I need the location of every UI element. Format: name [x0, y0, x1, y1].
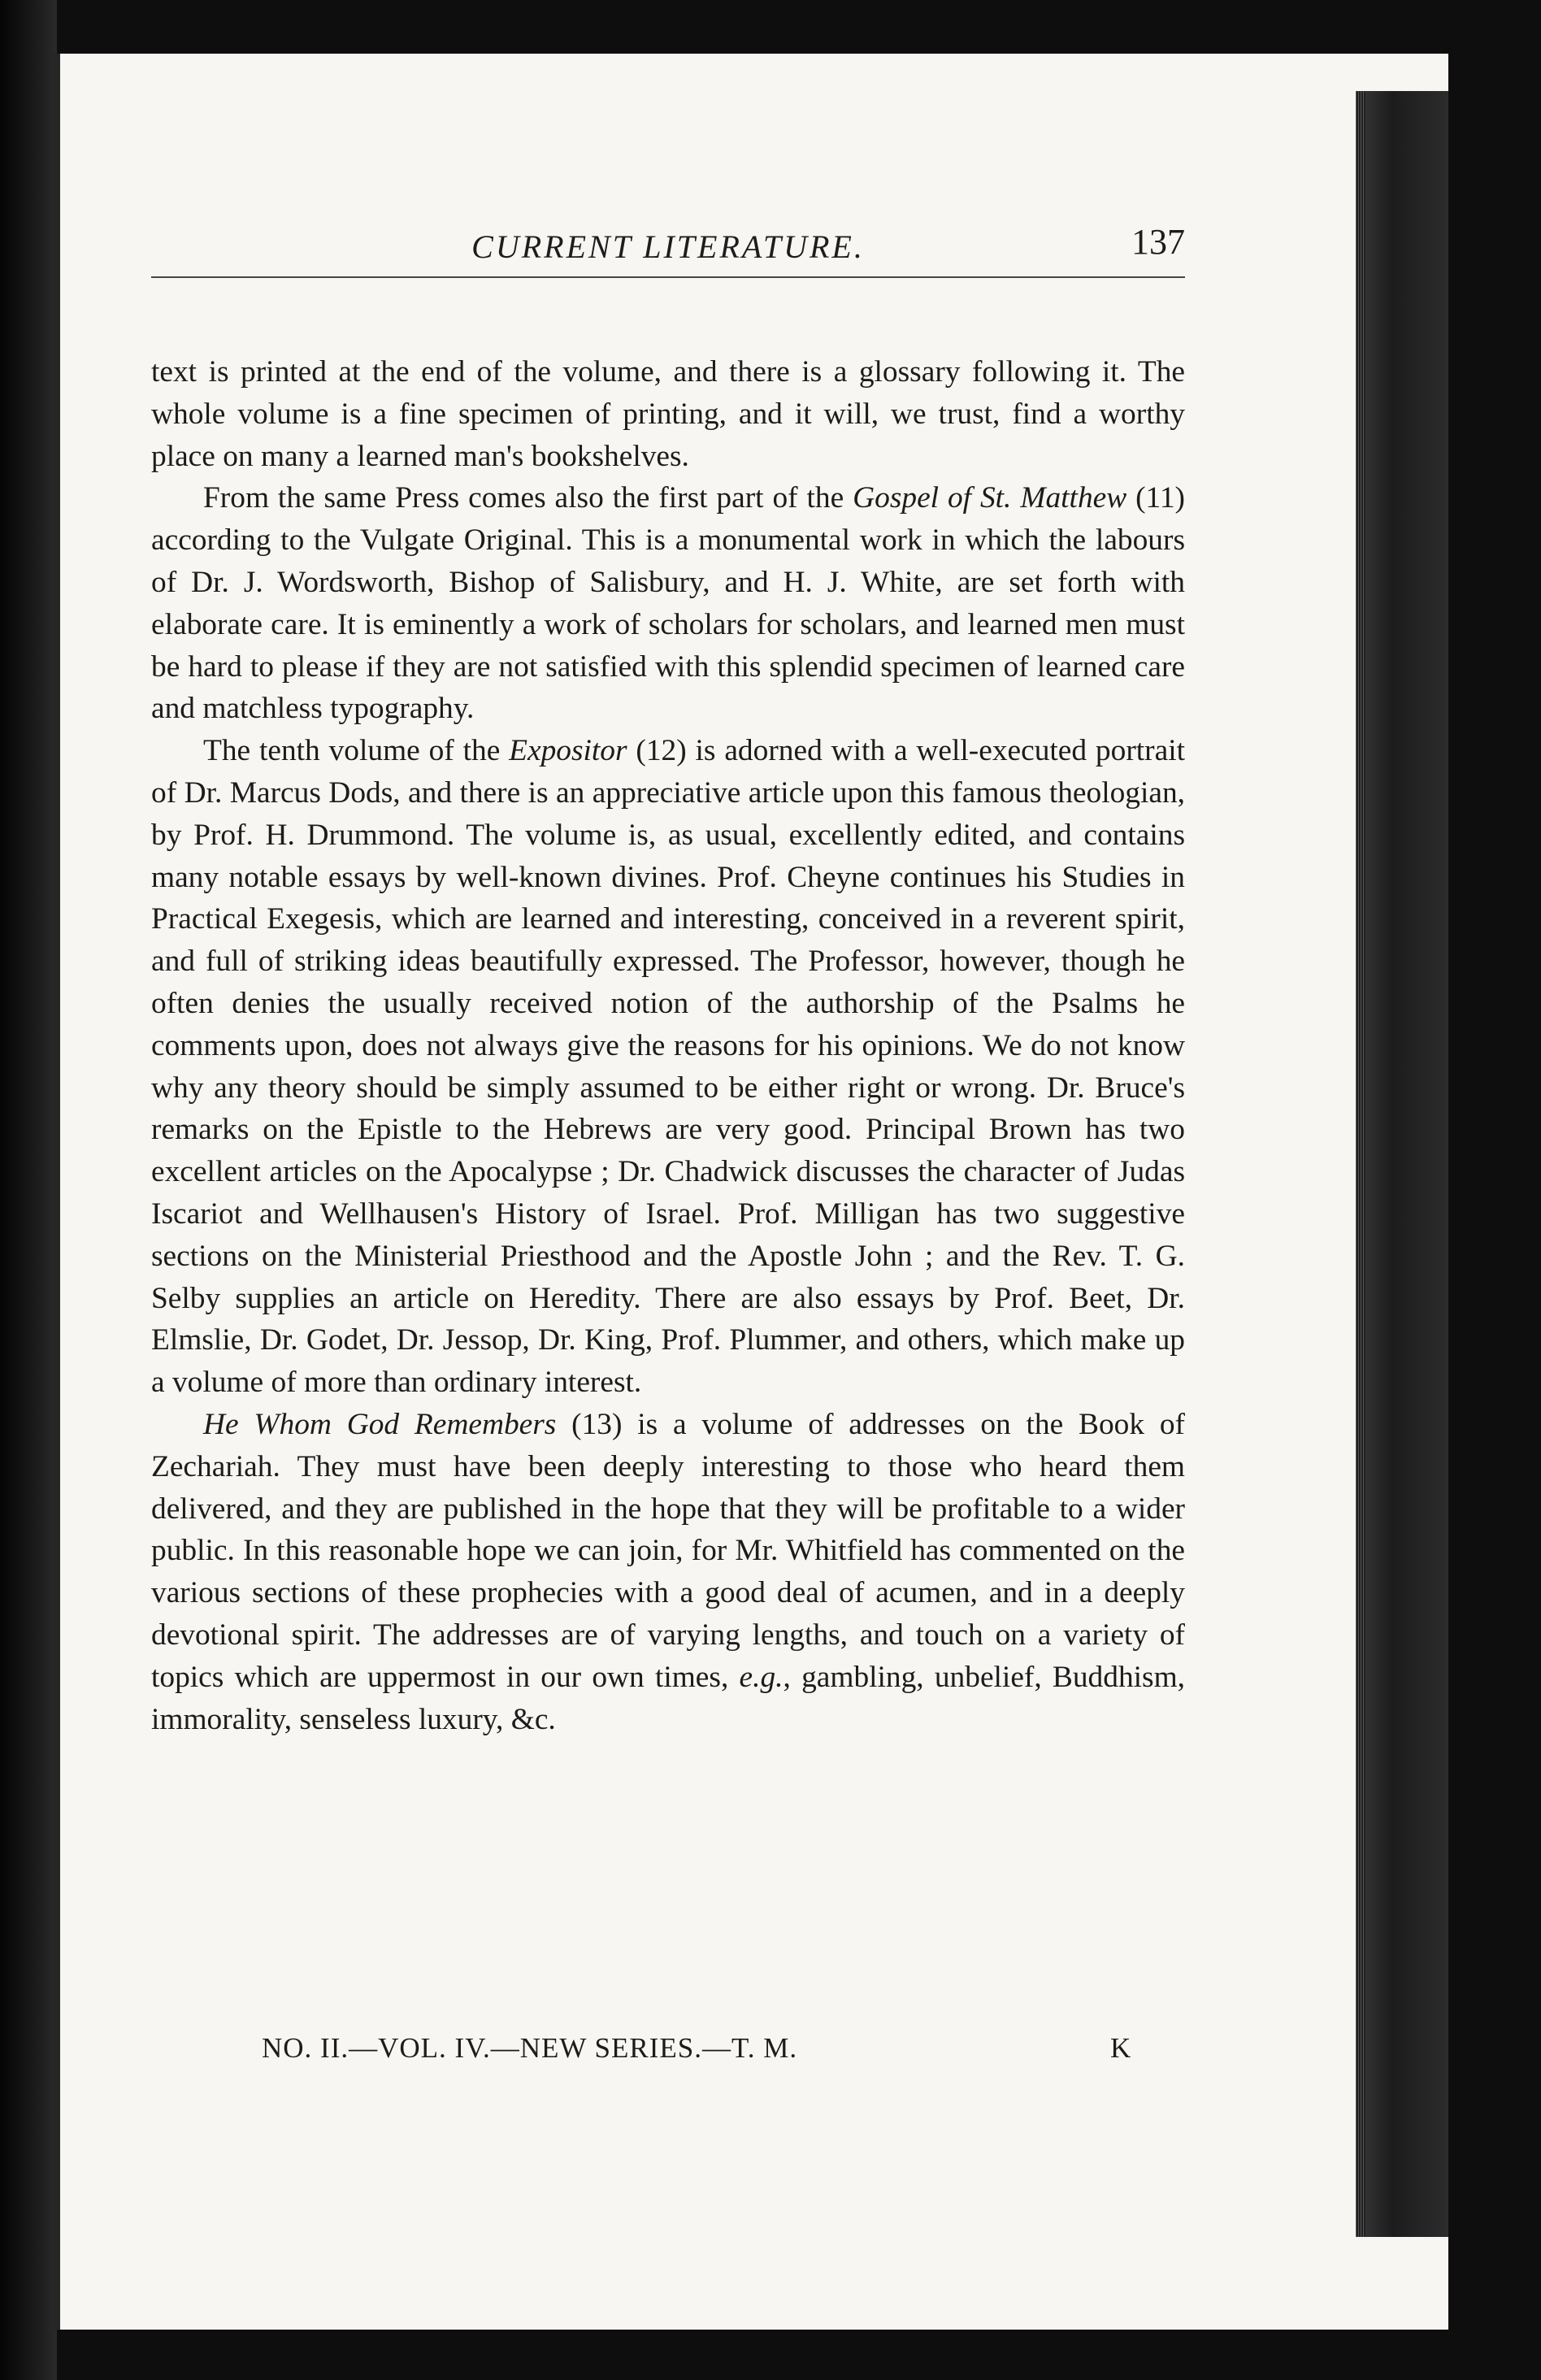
italic-title-text: Gospel of St. Matthew: [853, 481, 1127, 515]
text-run: text is printed at the end of the volume, and there is a glossary following it. The whole volume is a fine specimen of printing, and it will, we trust, find a worthy place on many a learned man's bookshelves.: [151, 355, 1185, 473]
text-run: , gambling, unbelief, Buddhism, immorality, senseless luxury, &c.: [151, 1660, 1186, 1736]
signature-line: NO. II.—VOL. IV.—NEW SERIES.—T. M.: [262, 2032, 798, 2064]
text-run: (12) is adorned with a well-executed portrait of Dr. Marcus Dods, and there is an appreciative article upon this famous theologian, by Prof. H. Drummond. The volume is, as usual, excellently edited, and contains many notable essays by well-known divines. Prof. Cheyne continues his Studies in Practical Exegesis, which are learned and interesting, conceived in a reverent spirit, and full of striking ideas beautifully expressed. The Professor, however, though he often denies the usually received notion of the authorship of the Psalms he comments upon, does not always give the reasons for his opinions. We do not know why any theory should be simply assumed to be either right or wrong. Dr. Bruce's remarks on the Epistle to the Hebrews are very good. Principal Brown has two excellent articles on the Apocalypse ; Dr. Chadwick discusses the character of Judas Iscariot and Wellhausen's History of Israel. Prof. Milligan has two suggestive sections on the Ministerial Priesthood and the Apostle John ; and the Rev. T. G. Selby supplies an article on Heredity. There are also essays by Prof. Beet, Dr. Elmslie, Dr. Godet, Dr. Jessop, Dr. King, Prof. Plummer, and others, which make up a volume of more than ordinary interest.: [151, 734, 1185, 1400]
page-stack-edge: [1356, 91, 1448, 2237]
header-rule: [151, 276, 1185, 278]
italic-title-text: e.g.: [739, 1660, 784, 1694]
italic-title-text: Expositor: [509, 734, 627, 768]
page-footer: [151, 2032, 1185, 2081]
running-head: CURRENT LITERATURE.: [471, 228, 865, 265]
text-run: (11) according to the Vulgate Original. This is a monumental work in which the labours of Dr. J. Wordsworth, Bishop of Salisbury, and H. J. White, are set forth with elaborate care. It is eminently a work of scholars for scholars, and learned men must be hard to please if they are not satisfied with this splendid specimen of learned care and matchless typography.: [151, 481, 1185, 726]
text-run: From the same Press comes also the first part of the: [203, 481, 853, 515]
paragraph: [151, 351, 1185, 477]
paragraph: [151, 477, 1185, 730]
page-header: [151, 216, 1185, 289]
text-run: The tenth volume of the: [203, 734, 510, 768]
page-number: 137: [1131, 222, 1185, 262]
signature-letter: K: [1110, 2032, 1131, 2064]
italic-title-text: He Whom God Remembers: [203, 1407, 557, 1441]
book-spine-shadow: [0, 0, 57, 2380]
paragraph: [151, 730, 1185, 1404]
text-run: (13) is a volume of addresses on the Book of Zechariah. They must have been deeply interesting to those who heard them delivered, and they are published in the hope that they will be profitable to a wider public. In this reasonable hope we can join, for Mr. Whitfield has commented on the various sections of these prophecies with a good deal of acumen, and in a deeply devotional spirit. The addresses are of varying lengths, and touch on a variety of topics which are uppermost in our own times,: [151, 1407, 1185, 1694]
body-text: [151, 351, 1185, 1740]
paragraph: [151, 1404, 1185, 1740]
